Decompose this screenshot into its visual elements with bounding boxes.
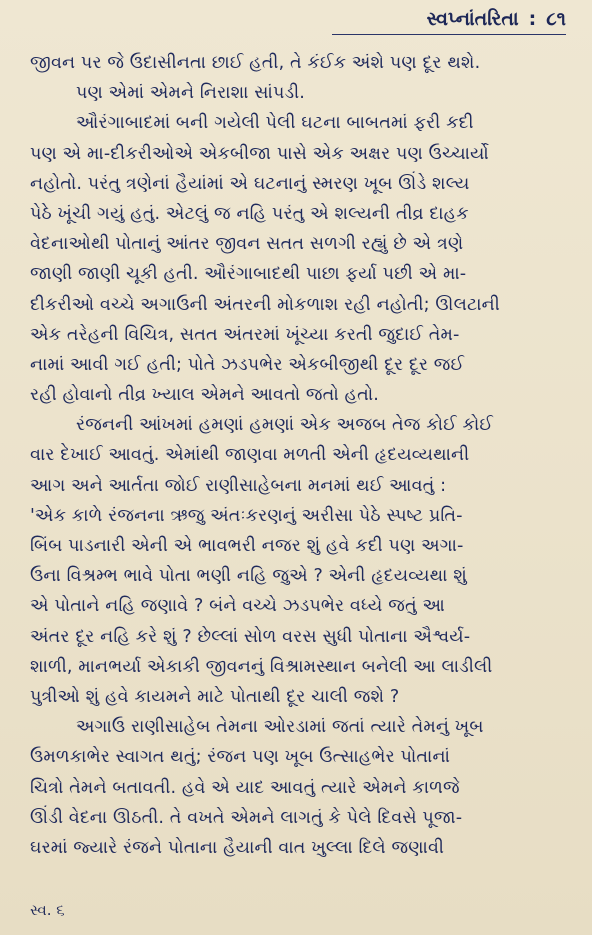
text-line: જીવન પર જે ઉદાસીનતા છાઈ હતી, તે કંઈક અંશે પણ દૂર થશે. — [30, 53, 481, 73]
text-line: નામાં આવી ગઈ હતી; પોતે ઝડપભેર એકબીજીથી દૂર દૂર જઈ — [30, 354, 465, 375]
text-line: રહી હોવાનો તીવ્ર ખ્યાલ એમને આવતો જતો હતો. — [30, 385, 379, 406]
running-title: સ્વપ્નાંતરિતા — [426, 8, 519, 30]
text-line: પેઠે ખૂંચી ગયું હતું. એટલું જ નહિ પરંતુ એ શલ્યની તીવ્ર દાહક — [30, 203, 469, 224]
text-line: ઔરંગાબાદમાં બની ગયેલી પેલી ઘટના બાબતમાં ફરી કદી — [76, 113, 474, 134]
header-separator: : — [528, 8, 537, 30]
text-line: 'એક કાળે રંજનના ઋજુ અંતઃકરણનું અરીસા પેઠે સ્પષ્ટ પ્રતિ- — [30, 505, 463, 526]
text-line: વાર દેખાઈ આવતું. એમાંથી જાણવા મળતી એની હૃદયવ્યથાની — [30, 445, 470, 466]
text-line: દીકરીઓ વચ્ચે અગાઉની અંતરની મોકળાશ રહી નહોતી; ઊલટાની — [30, 294, 500, 315]
text-line: એક તરેહની વિચિત્ર, સતત અંતરમાં ખૂંચ્યા કરતી જુદાઈ તેમ- — [30, 324, 460, 345]
text-line: ઘરમાં જ્યારે રંજને પોતાના હૈયાની વાત ખુલ્લા દિલે જણાવી — [30, 837, 445, 858]
text-line: નહોતો. પરંતુ ત્રણેનાં હૈયાંમાં એ ઘટનાનું સ્મરણ ખૂબ ઊંડે શલ્ય — [30, 173, 470, 194]
text-line: જાણી જાણી ચૂકી હતી. ઔરંગાબાદથી પાછા ફર્યા પછી એ મા- — [30, 264, 467, 285]
text-line: પુત્રીઓ શું હવે કાયમને માટે પોતાથી દૂર ચાલી જશે ? — [30, 686, 400, 707]
text-line: ઊંડી વેદના ઊઠતી. તે વખતે એમને લાગતું કે પેલે દિવસે પૂજા- — [30, 807, 463, 828]
text-line: પણ એમાં એમને નિરાશા સાંપડી. — [76, 83, 305, 104]
signature-mark: સ્વ. ૬ — [30, 901, 65, 919]
text-line: શાળી, માનભર્યા એકાકી જીવનનું વિશ્રામસ્થાન બનેલી આ લાડીલી — [30, 656, 493, 677]
text-line: અગાઉ રાણીસાહેબ તેમના ઓરડામાં જતાં ત્યારે તેમનું ખૂબ — [76, 717, 484, 738]
text-line: ચિત્રો તેમને બતાવતી. હવે એ યાદ આવતું ત્યારે એમને કાળજે — [30, 777, 460, 798]
text-line: ઉમળકાભેર સ્વાગત થતું; રંજન પણ ખૂબ ઉત્સાહભેર પોતાનાં — [30, 747, 450, 768]
text-line: ઉના વિશ્રમ્ભ ભાવે પોતા ભણી નહિ જુએ ? એની હૃદયવ્યથા શું — [30, 566, 467, 587]
page-header — [427, 6, 566, 32]
text-line: બિંબ પાડનારી એની એ ભાવભરી નજર શું હવે કદી પણ અગા- — [30, 536, 464, 556]
page-number: ૮૧ — [546, 8, 566, 30]
text-line: એ પોતાને નહિ જણાવે ? બંને વચ્ચે ઝડપભેર વધ્યે જતું આ — [30, 596, 445, 617]
text-line: પણ એ મા-દીકરીઓએ એકબીજા પાસે એક અક્ષર પણ ઉચ્ચાર્યો — [30, 143, 489, 164]
text-line: રંજનની આંખમાં હમણાં હમણાં એક અજબ તેજ કોઈ કોઈ — [76, 415, 494, 436]
text-line: અંતર દૂર નહિ કરે શું ? છેલ્લાં સોળ વરસ સુધી પોતાના ઐશ્વર્ય- — [30, 626, 471, 647]
text-line: વેદનાઓથી પોતાનું આંતર જીવન સતત સળગી રહ્યું છે એ ત્રણે — [30, 234, 464, 255]
body-text — [30, 48, 568, 863]
text-line: આગ અને આર્તતા જોઈ રાણીસાહેબના મનમાં થઈ આવતું : — [30, 475, 447, 496]
header-rule — [332, 34, 566, 35]
